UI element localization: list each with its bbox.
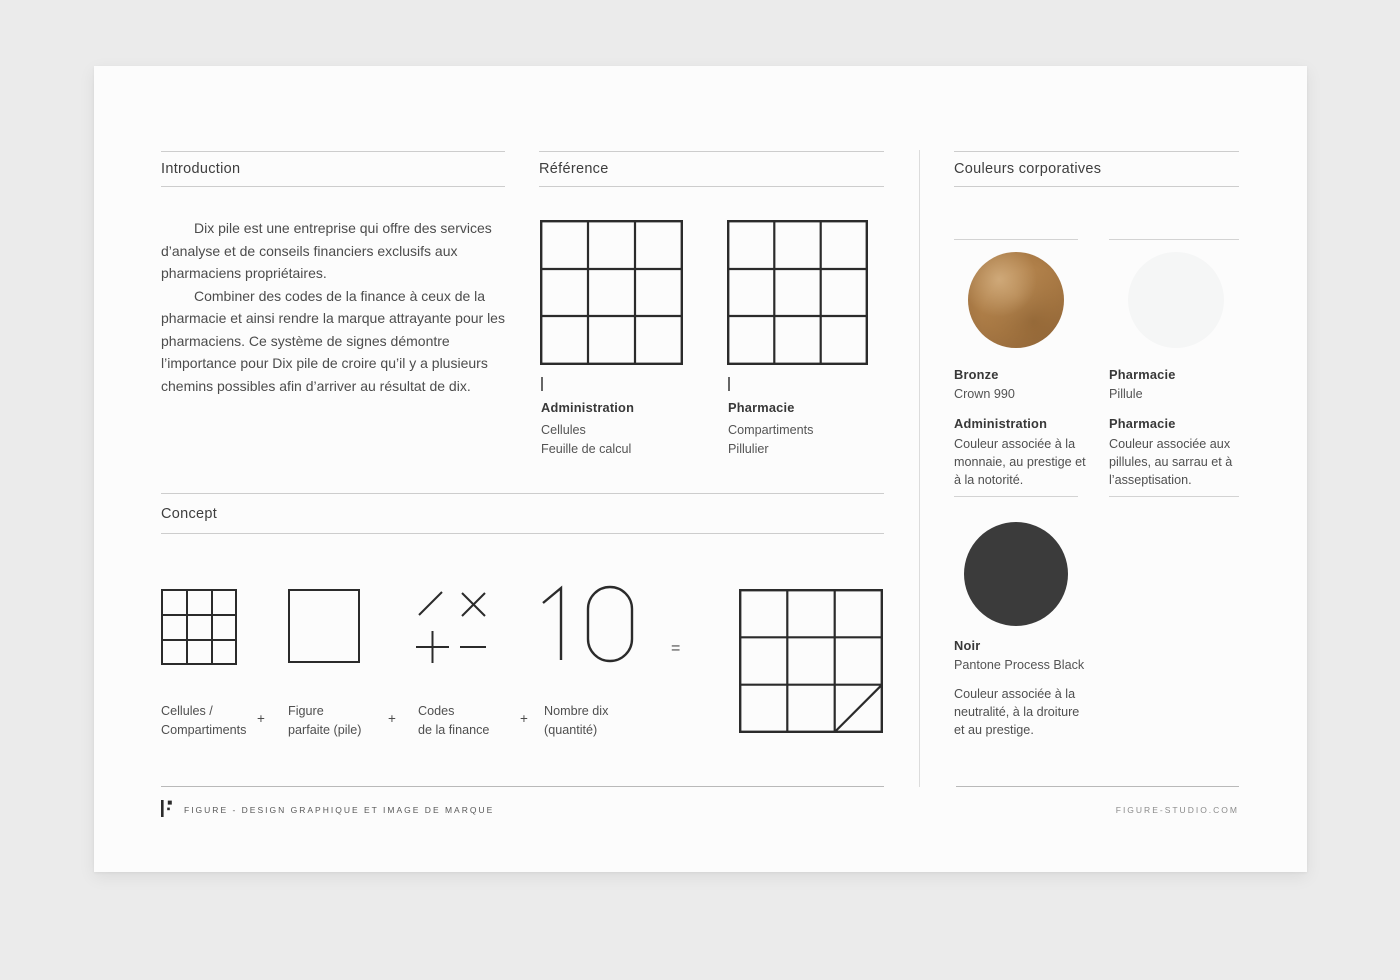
pharmacie-swatch-info	[1109, 367, 1245, 489]
concept-step-label-finance	[418, 702, 489, 739]
section-title: Référence	[539, 161, 609, 177]
swatch-category: Pharmacie	[1109, 415, 1176, 431]
swatch-category: Administration	[954, 415, 1048, 431]
reference-line: Cellules	[541, 423, 586, 437]
section-header-colors	[954, 151, 1239, 187]
intro-paragraph-1: Dix pile est une entreprise qui offre des services d’analyse et de conseils financiers exclusifs aux pharmaciens propriétaires.	[161, 220, 492, 281]
swatch-code: Pillule	[1109, 387, 1143, 401]
number-ten-icon	[539, 583, 635, 663]
section-header-introduction	[161, 151, 505, 187]
swatch-description: Couleur associée aux pillules, au sarrau et à l’asseptisation.	[1109, 436, 1233, 487]
caption-tick	[541, 377, 543, 391]
footer-rule-left	[161, 786, 884, 787]
concept-label-line: parfaite (pile)	[288, 722, 362, 737]
concept-label-line: Figure	[288, 704, 324, 718]
plus-symbol: +	[257, 711, 265, 726]
swatch-description: Couleur associée à la neutralité, à la droiture et au prestige.	[954, 686, 1080, 737]
concept-label-line: Nombre dix	[544, 704, 609, 718]
document-sheet	[94, 66, 1307, 872]
reference-caption-pharmacie	[728, 377, 898, 458]
plus-symbol: +	[520, 711, 528, 726]
concept-label-line: Compartiments	[161, 722, 247, 737]
concept-step-label-ten	[544, 702, 608, 739]
swatch-code: Crown 990	[954, 387, 1015, 401]
footer-rule-right	[956, 786, 1239, 787]
plus-symbol: +	[388, 711, 396, 726]
reference-line: Compartiments	[728, 423, 814, 437]
concept-label-line: Cellules /	[161, 704, 213, 718]
section-title: Introduction	[161, 161, 241, 177]
reference-label: Pharmacie	[728, 400, 795, 415]
section-header-reference	[539, 151, 884, 187]
section-header-concept	[161, 493, 884, 534]
noir-swatch-info	[954, 638, 1114, 739]
dixpile-logo-grid	[739, 589, 883, 733]
swatch-name: Bronze	[954, 367, 999, 382]
swatch-code: Pantone Process Black	[954, 658, 1085, 672]
reference-line: Feuille de calcul	[541, 441, 632, 456]
pharmacie-color-swatch	[1128, 252, 1224, 348]
figure-studio-logo-icon	[161, 800, 173, 818]
pharmacie-grid-diagram	[727, 220, 868, 365]
perfect-square-icon	[288, 589, 360, 663]
swatch-name: Pharmacie	[1109, 367, 1176, 382]
concept-label-line: de la finance	[418, 722, 490, 737]
intro-paragraph-2: Combiner des codes de la finance à ceux de la pharmacie et ainsi rendre la marque attrayante pour les pharmaciens. Ce système de signes démontre l’importance pour Dix pile de croire qu’il y a plusieurs chemins possibles afin d’arriver au résultat de dix.	[161, 287, 505, 394]
column-divider	[919, 150, 920, 787]
swatch-name: Noir	[954, 638, 981, 653]
footer-website-link[interactable]: FIGURE-STUDIO.COM	[1115, 805, 1239, 815]
reference-line: Pillulier	[728, 441, 769, 456]
administration-grid-diagram	[540, 220, 683, 365]
bronze-color-swatch	[968, 252, 1064, 348]
bronze-swatch-info	[954, 367, 1088, 489]
footer-brand-line: FIGURE - DESIGN GRAPHIQUE ET IMAGE DE MARQUE	[184, 805, 495, 815]
concept-label-line: (quantité)	[544, 722, 598, 737]
swatch-rule	[1109, 496, 1239, 497]
caption-tick	[728, 377, 730, 391]
noir-color-swatch	[964, 522, 1068, 626]
section-title: Couleurs corporatives	[954, 161, 1102, 177]
cells-grid-icon	[161, 589, 237, 665]
concept-step-label-cells	[161, 702, 246, 739]
finance-codes-icon	[416, 591, 488, 663]
concept-step-label-square	[288, 702, 362, 739]
concept-label-line: Codes	[418, 704, 455, 718]
swatch-rule	[954, 496, 1078, 497]
swatch-rule	[1109, 239, 1239, 240]
reference-caption-administration	[541, 377, 711, 458]
introduction-text	[161, 217, 507, 397]
equals-symbol: =	[671, 640, 681, 657]
section-title: Concept	[161, 505, 218, 522]
swatch-rule	[954, 239, 1078, 240]
reference-label: Administration	[541, 400, 635, 415]
swatch-description: Couleur associée à la monnaie, au prestige et à la notorité.	[954, 436, 1086, 487]
